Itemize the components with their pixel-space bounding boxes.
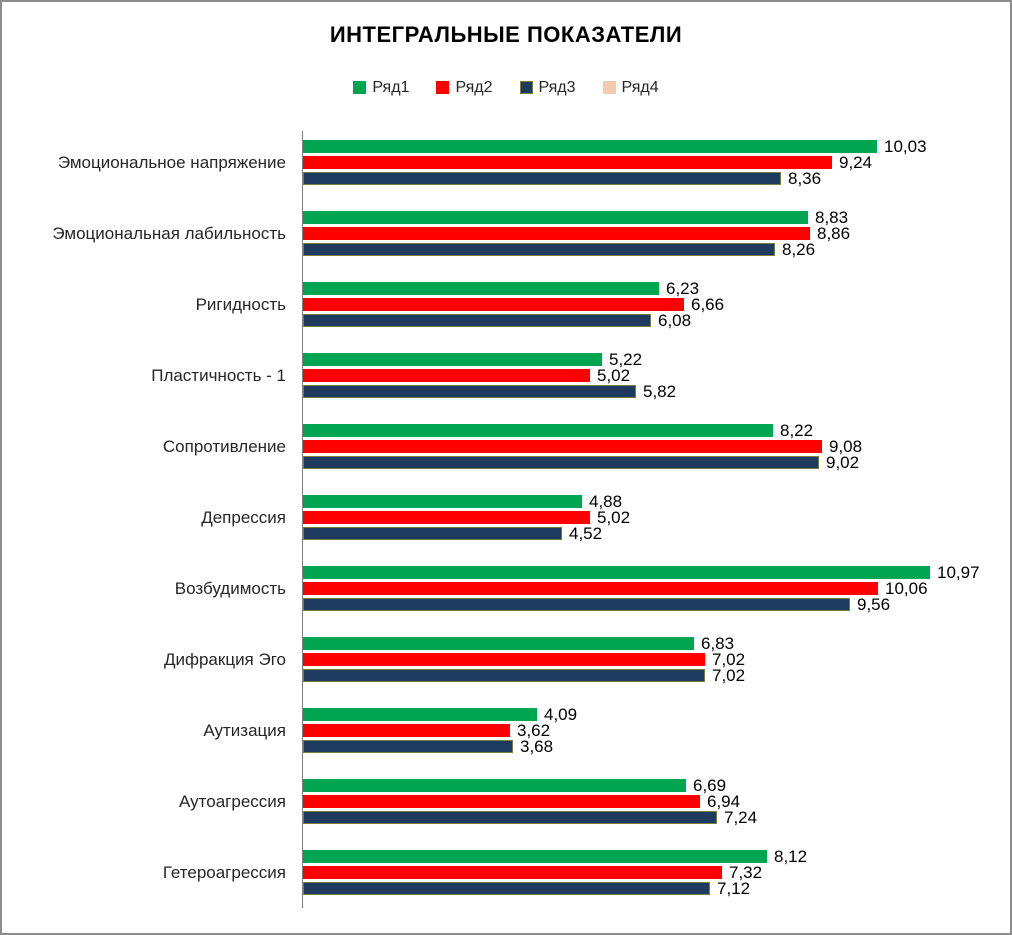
bar-line <box>303 168 1010 188</box>
bar-Ряд3 <box>303 882 710 895</box>
bar-line <box>303 633 1010 653</box>
bar-line <box>303 665 1010 685</box>
bar-line <box>303 736 1010 756</box>
bar-Ряд3 <box>303 243 775 256</box>
category-label: Аутизация <box>203 720 286 740</box>
bar-value-label: 9,02 <box>826 452 860 472</box>
bar-value-label: 7,24 <box>724 807 758 827</box>
bar-Ряд1 <box>303 850 767 863</box>
bar-value-label: 8,22 <box>780 420 814 440</box>
bar-value-label: 9,24 <box>839 152 873 172</box>
bar-Ряд1 <box>303 424 773 437</box>
category-label: Депрессия <box>201 507 286 527</box>
chart-row <box>2 562 1010 614</box>
bar-value-label: 6,66 <box>691 294 725 314</box>
bar-line <box>303 349 1010 369</box>
legend-label: Ряд1 <box>372 78 410 96</box>
bar-value-label: 8,26 <box>782 239 816 259</box>
bar-line <box>303 704 1010 724</box>
bar-Ряд3 <box>303 314 651 327</box>
bar-Ряд2 <box>303 866 722 879</box>
bar-Ряд2 <box>303 653 705 666</box>
bar-value-label: 9,08 <box>829 436 863 456</box>
bar-line <box>303 136 1010 156</box>
legend-item <box>436 79 492 97</box>
chart-legend <box>2 79 1010 96</box>
category-label: Эмоциональная лабильность <box>52 223 286 243</box>
bar-line <box>303 381 1010 401</box>
bar-line <box>303 878 1010 898</box>
bar-value-label: 8,36 <box>788 168 822 188</box>
bar-line <box>303 775 1010 795</box>
bar-line <box>303 207 1010 227</box>
bar-value-label: 3,68 <box>520 736 554 756</box>
bar-Ряд3 <box>303 527 562 540</box>
bar-value-label: 8,12 <box>774 846 808 866</box>
chart-row <box>2 491 1010 543</box>
bar-Ряд1 <box>303 353 602 366</box>
bar-group <box>302 775 1010 827</box>
bar-value-label: 7,12 <box>717 878 751 898</box>
legend-swatch-icon <box>520 81 533 94</box>
bar-Ряд3 <box>303 385 636 398</box>
bar-group <box>302 349 1010 401</box>
bar-value-label: 10,97 <box>937 562 980 582</box>
bar-group <box>302 704 1010 756</box>
bar-value-label: 8,86 <box>817 223 851 243</box>
category-label: Возбудимость <box>174 578 286 598</box>
chart-row <box>2 207 1010 259</box>
chart-row <box>2 775 1010 827</box>
chart-row <box>2 349 1010 401</box>
bar-line <box>303 720 1010 740</box>
bar-line <box>303 846 1010 866</box>
legend-swatch-icon <box>353 81 366 94</box>
bar-group <box>302 562 1010 614</box>
bar-line <box>303 239 1010 259</box>
bar-value-label: 4,52 <box>569 523 603 543</box>
legend-item <box>353 79 409 97</box>
chart-row <box>2 420 1010 472</box>
bar-Ряд1 <box>303 495 582 508</box>
bar-value-label: 3,62 <box>517 720 551 740</box>
bar-Ряд2 <box>303 582 878 595</box>
category-label: Ригидность <box>195 294 286 314</box>
bar-line <box>303 807 1010 827</box>
bar-line <box>303 562 1010 582</box>
legend-item <box>603 79 659 97</box>
plot-area <box>2 131 1010 908</box>
bar-line <box>303 223 1010 243</box>
category-label: Аутоагрессия <box>179 791 286 811</box>
bar-Ряд1 <box>303 282 659 295</box>
bar-Ряд2 <box>303 298 684 311</box>
bar-value-label: 7,02 <box>712 649 746 669</box>
bar-value-label: 4,88 <box>589 491 623 511</box>
chart-row <box>2 846 1010 898</box>
bar-value-label: 4,09 <box>544 704 578 724</box>
legend-swatch-icon <box>436 81 449 94</box>
bar-Ряд1 <box>303 140 877 153</box>
bar-line <box>303 491 1010 511</box>
bar-value-label: 6,69 <box>693 775 727 795</box>
category-axis-line <box>302 131 303 908</box>
bar-value-label: 5,22 <box>609 349 643 369</box>
bar-value-label: 10,06 <box>885 578 928 598</box>
category-label: Эмоциональное напряжение <box>57 152 286 172</box>
chart-row <box>2 278 1010 330</box>
bar-group <box>302 846 1010 898</box>
bar-value-label: 7,02 <box>712 665 746 685</box>
bar-value-label: 9,56 <box>857 594 891 614</box>
bar-Ряд2 <box>303 440 822 453</box>
bar-line <box>303 310 1010 330</box>
category-label: Гетероагрессия <box>162 862 286 882</box>
bar-line <box>303 523 1010 543</box>
legend-label: Ряд4 <box>621 78 659 96</box>
bar-value-label: 5,82 <box>643 381 677 401</box>
bar-line <box>303 791 1010 811</box>
bar-line <box>303 420 1010 440</box>
bar-Ряд3 <box>303 598 850 611</box>
bar-group <box>302 278 1010 330</box>
bar-line <box>303 152 1010 172</box>
bar-Ряд2 <box>303 511 590 524</box>
bar-Ряд3 <box>303 456 819 469</box>
bar-group <box>302 136 1010 188</box>
bar-line <box>303 507 1010 527</box>
bar-line <box>303 649 1010 669</box>
bar-Ряд1 <box>303 779 686 792</box>
bar-Ряд3 <box>303 669 705 682</box>
bar-Ряд1 <box>303 637 694 650</box>
category-label: Сопротивление <box>162 436 286 456</box>
bar-Ряд1 <box>303 566 930 579</box>
bar-value-label: 7,32 <box>729 862 763 882</box>
legend-label: Ряд2 <box>455 78 493 96</box>
bar-line <box>303 594 1010 614</box>
bar-line <box>303 278 1010 298</box>
bar-Ряд3 <box>303 172 781 185</box>
bar-value-label: 6,83 <box>701 633 735 653</box>
bar-line <box>303 294 1010 314</box>
bar-line <box>303 862 1010 882</box>
bar-Ряд1 <box>303 708 537 721</box>
chart-title: ИНТЕГРАЛЬНЫЕ ПОКАЗАТЕЛИ <box>329 22 683 47</box>
bar-group <box>302 207 1010 259</box>
bar-group <box>302 633 1010 685</box>
bar-line <box>303 436 1010 456</box>
bar-value-label: 5,02 <box>597 365 631 385</box>
chart-row <box>2 633 1010 685</box>
chart-row <box>2 704 1010 756</box>
chart-rows <box>2 136 1010 898</box>
bar-line <box>303 365 1010 385</box>
bar-Ряд3 <box>303 740 513 753</box>
bar-value-label: 6,23 <box>666 278 700 298</box>
bar-value-label: 10,03 <box>884 136 927 156</box>
chart-row <box>2 136 1010 188</box>
bar-value-label: 8,83 <box>815 207 849 227</box>
category-label: Дифракция Эго <box>163 649 286 669</box>
bar-Ряд2 <box>303 156 832 169</box>
bar-Ряд2 <box>303 227 810 240</box>
legend-item <box>520 79 576 97</box>
bar-Ряд2 <box>303 795 700 808</box>
bar-Ряд2 <box>303 369 590 382</box>
bar-Ряд2 <box>303 724 510 737</box>
bar-value-label: 5,02 <box>597 507 631 527</box>
bar-group <box>302 420 1010 472</box>
legend-label: Ряд3 <box>538 78 576 96</box>
bar-line <box>303 578 1010 598</box>
bar-line <box>303 452 1010 472</box>
bar-group <box>302 491 1010 543</box>
bar-value-label: 6,08 <box>658 310 692 330</box>
bar-Ряд3 <box>303 811 717 824</box>
bar-Ряд1 <box>303 211 808 224</box>
category-label: Пластичность - 1 <box>151 365 286 385</box>
bar-value-label: 6,94 <box>707 791 741 811</box>
legend-swatch-icon <box>603 81 616 94</box>
